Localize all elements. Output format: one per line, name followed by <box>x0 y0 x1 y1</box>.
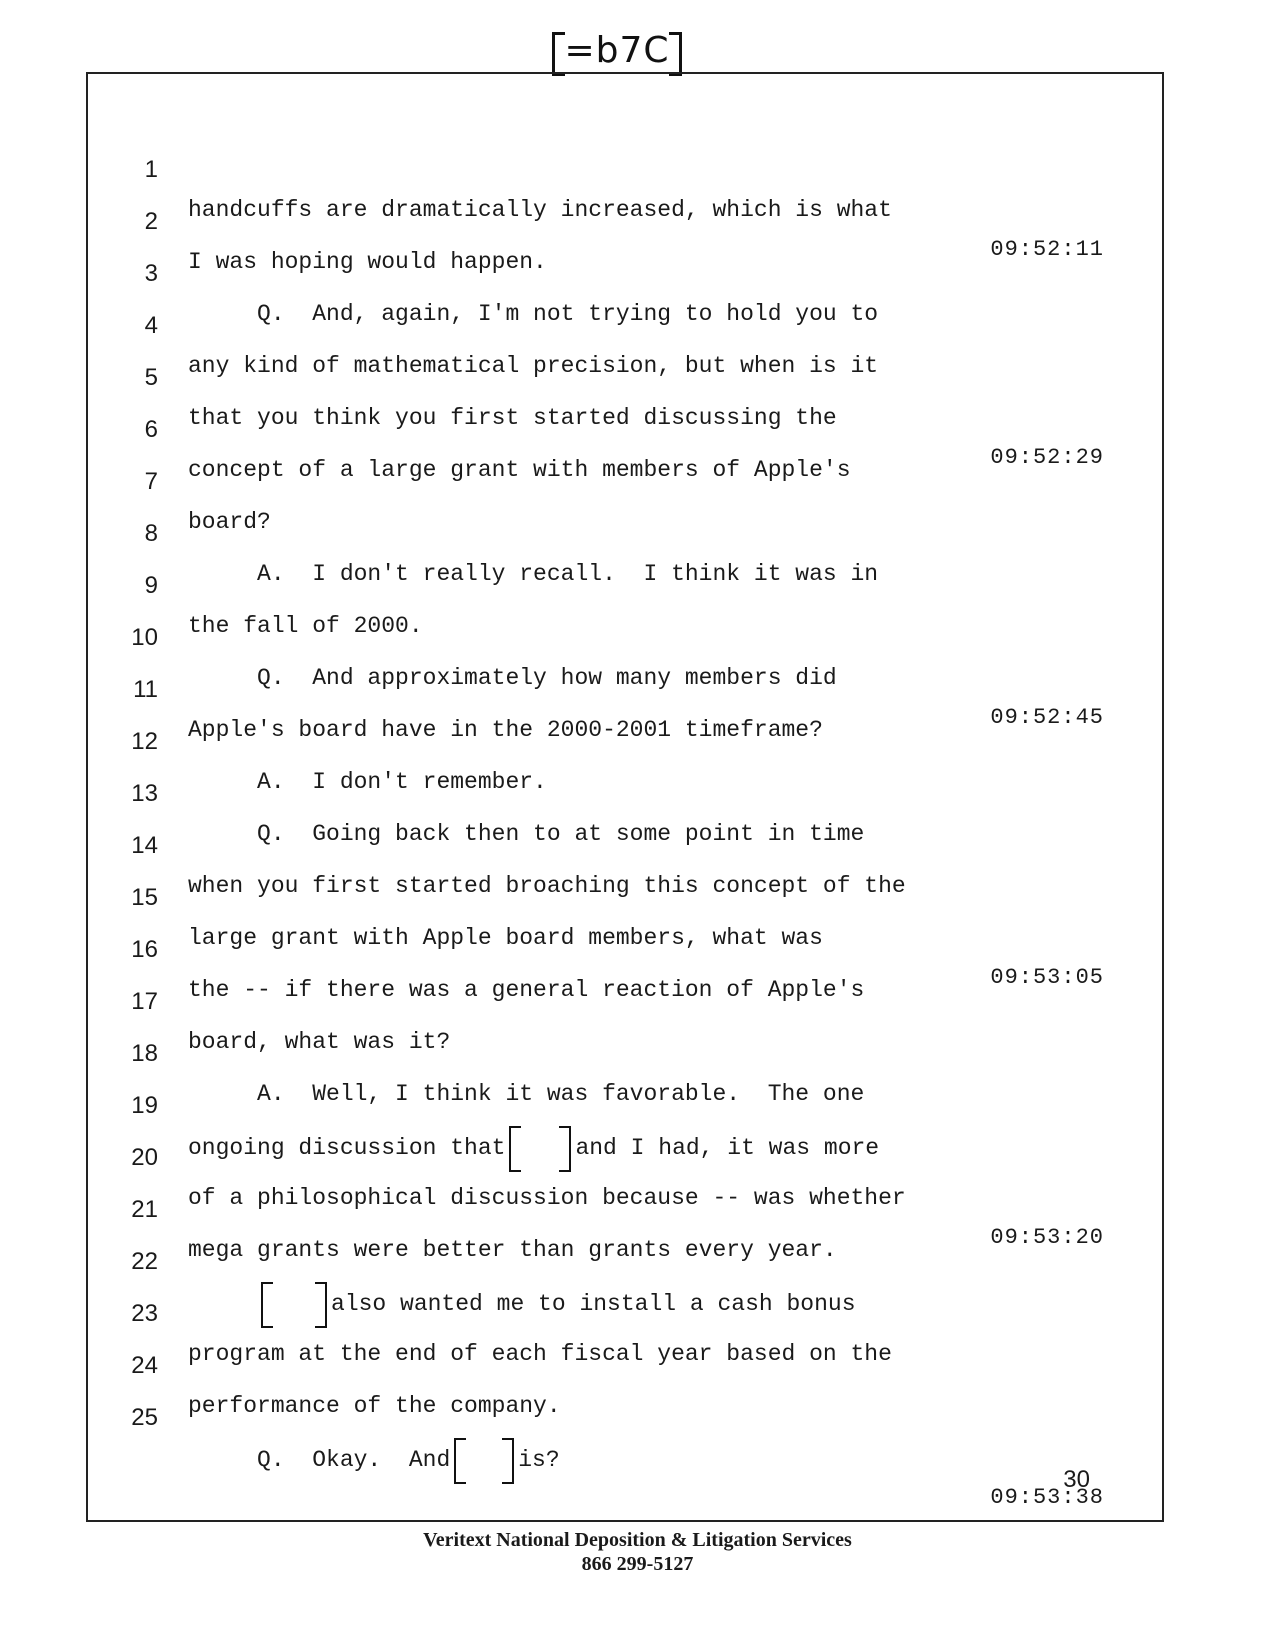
timestamp: 09:52:11 <box>990 237 1104 262</box>
line-number: 21 <box>131 1196 158 1223</box>
line-text: Apple's board have in the 2000-2001 timeframe? <box>188 717 823 743</box>
line-text-after-redaction: also wanted me to install a cash bonus <box>331 1291 856 1318</box>
footer <box>0 1528 1275 1576</box>
line-number: 10 <box>131 624 158 651</box>
line-text: A. I don't remember. <box>188 769 547 795</box>
timestamp: 09:53:20 <box>990 1225 1104 1250</box>
line-text-after-redaction: is? <box>518 1447 560 1474</box>
line-number: 15 <box>131 884 158 911</box>
line-text-before-redaction: Q. Okay. And <box>188 1447 451 1474</box>
timestamp: 09:52:45 <box>990 705 1104 730</box>
line-text: that you think you first started discussing the <box>188 405 837 431</box>
line-text: Q. And, again, I'm not trying to hold you to <box>188 301 879 327</box>
line-text: Q. Going back then to at some point in time <box>188 821 865 847</box>
line-text: mega grants were better than grants every year. <box>188 1237 837 1263</box>
line-number: 12 <box>131 728 158 755</box>
line-text: Q. And approximately how many members did <box>188 665 837 691</box>
line-text: of a philosophical discussion because -- was whether <box>188 1185 906 1211</box>
footer-company: Veritext National Deposition & Litigation Services <box>423 1529 852 1551</box>
line-number: 18 <box>131 1040 158 1067</box>
footer-phone: 866 299-5127 <box>581 1553 694 1575</box>
line-number: 8 <box>144 520 158 547</box>
line-number: 4 <box>144 312 158 339</box>
line-number: 3 <box>144 260 158 287</box>
line-number: 6 <box>144 416 158 443</box>
line-text: A. I don't really recall. I think it was in <box>188 561 879 587</box>
line-number: 9 <box>144 572 158 599</box>
line-text: program at the end of each fiscal year based on the <box>188 1341 892 1367</box>
redaction-stamp <box>552 30 682 72</box>
line-text: board, what was it? <box>188 1029 451 1055</box>
line-number: 7 <box>144 468 158 495</box>
timestamp: 09:53:38 <box>990 1485 1104 1510</box>
line-text-after-redaction: and I had, it was more <box>575 1135 880 1162</box>
line-text: large grant with Apple board members, what was <box>188 925 823 951</box>
line-text: performance of the company. <box>188 1393 561 1419</box>
line-number: 17 <box>131 988 158 1015</box>
line-number: 13 <box>131 780 158 807</box>
line-text-before-redaction: ongoing discussion that <box>188 1135 506 1162</box>
line-number: 1 <box>144 156 158 183</box>
line-number: 23 <box>131 1300 158 1327</box>
line-text: board? <box>188 509 271 535</box>
line-text: A. Well, I think it was favorable. The one <box>188 1081 865 1107</box>
line-number: 14 <box>131 832 158 859</box>
line-text <box>188 1438 560 1482</box>
line-text: handcuffs are dramatically increased, which is what <box>188 197 892 223</box>
redaction-bracket <box>454 1438 514 1482</box>
stamp-text: =b7C <box>564 30 670 71</box>
line-text: I was hoping would happen. <box>188 249 547 275</box>
line-number: 19 <box>131 1092 158 1119</box>
line-text: the fall of 2000. <box>188 613 423 639</box>
line-text: when you first started broaching this concept of the <box>188 873 906 899</box>
line-number: 5 <box>144 364 158 391</box>
line-text: concept of a large grant with members of Apple's <box>188 457 851 483</box>
line-number: 11 <box>133 676 158 703</box>
line-number: 25 <box>131 1404 158 1431</box>
line-number: 22 <box>131 1248 158 1275</box>
timestamp: 09:53:05 <box>990 965 1104 990</box>
line-number: 20 <box>131 1144 158 1171</box>
line-text: any kind of mathematical precision, but when is it <box>188 353 879 379</box>
page-number: 30 <box>1063 1466 1090 1493</box>
line-number: 24 <box>131 1352 158 1379</box>
transcript-frame <box>86 72 1164 1522</box>
line-text: the -- if there was a general reaction of Apple's <box>188 977 865 1003</box>
line-number: 16 <box>131 936 158 963</box>
line-number: 2 <box>144 208 158 235</box>
timestamp: 09:52:29 <box>990 445 1104 470</box>
